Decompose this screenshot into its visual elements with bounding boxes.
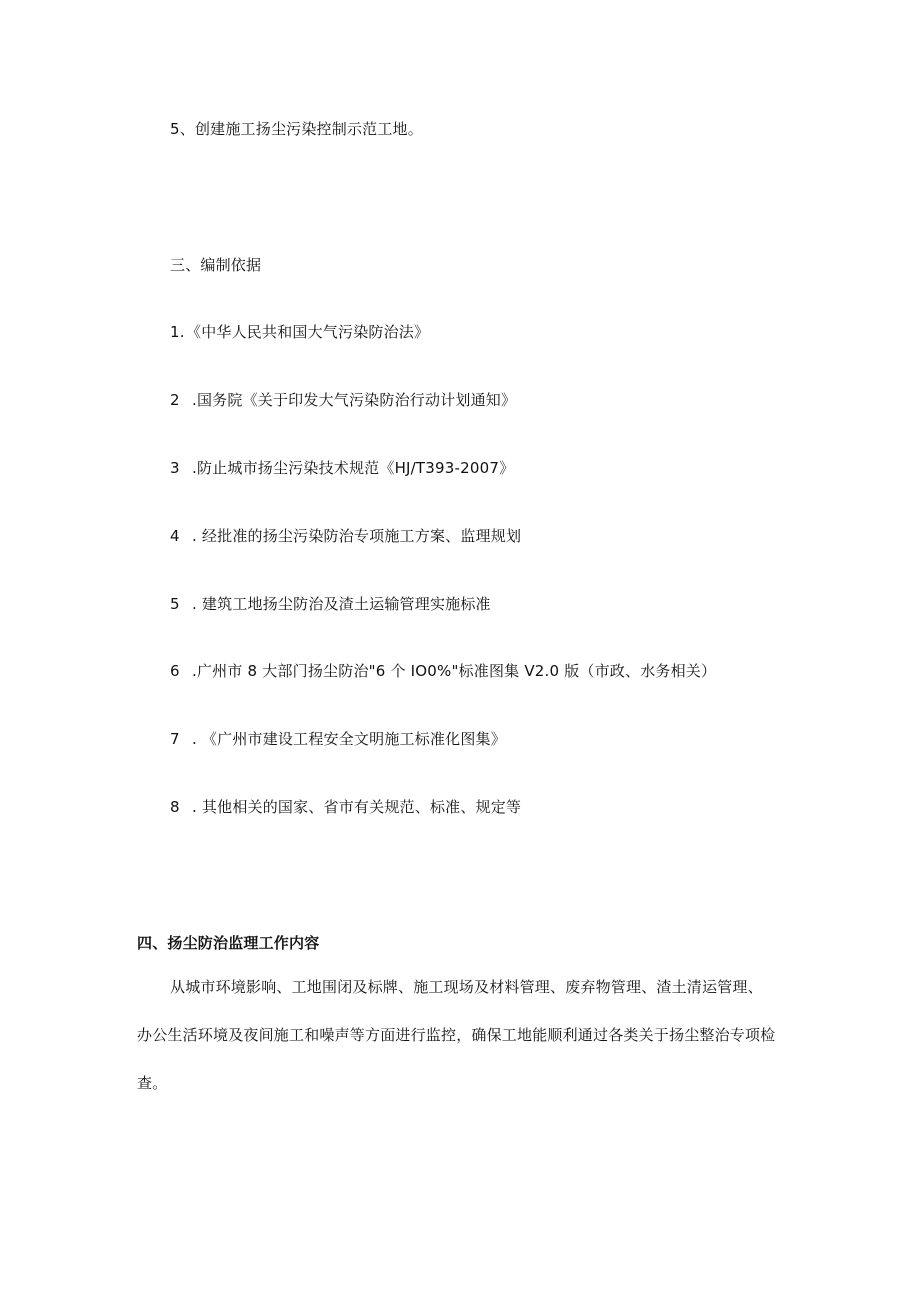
- basis-item-text: .国务院《关于印发大气污染防治行动计划通知》: [192, 391, 517, 409]
- basis-item-text: 《中华人民共和国大气污染防治法》: [186, 323, 430, 341]
- basis-item-text: . 建筑工地扬尘防治及渣土运输管理实施标准: [192, 595, 491, 613]
- basis-item-number: 2: [170, 391, 180, 409]
- basis-item-number: 6: [170, 662, 180, 680]
- basis-item-text: . 经批准的扬尘污染防治专项施工方案、监理规划: [192, 527, 522, 545]
- basis-item-text: . 《广州市建设工程安全文明施工标准化图集》: [192, 730, 506, 748]
- basis-item-text: .广州市 8 大部门扬尘防治"6 个 IO0%"标准图集 V2.0 版（市政、水务相关）: [192, 662, 717, 680]
- section-4-paragraph-line-3: 查。: [137, 1074, 168, 1092]
- basis-item-5: [170, 594, 491, 614]
- goal-item-5: 5、创建施工扬尘污染控制示范工地。: [170, 120, 423, 138]
- basis-item-number: 5: [170, 595, 180, 613]
- basis-item-number: 7: [170, 730, 180, 748]
- basis-item-text: .防止城市扬尘污染技术规范《HJ/T393-2007》: [192, 459, 515, 477]
- section-4-heading: 四、扬尘防治监理工作内容: [137, 934, 320, 952]
- section-4-paragraph-line-1: 从城市环境影响、工地围闭及标牌、施工现场及材料管理、废弃物管理、渣土清运管理、: [170, 978, 763, 996]
- basis-item-3: [170, 458, 514, 478]
- basis-item-number: 1.: [170, 323, 185, 341]
- basis-item-7: [170, 729, 506, 749]
- basis-item-1: [170, 322, 429, 342]
- basis-item-6: [170, 661, 716, 681]
- basis-item-8: [170, 797, 521, 817]
- basis-item-2: [170, 390, 516, 410]
- basis-item-number: 3: [170, 459, 180, 477]
- section-3-heading: 三、编制依据: [170, 256, 262, 274]
- section-4-paragraph-line-2: 办公生活环境及夜间施工和噪声等方面进行监控，确保工地能顺利通过各类关于扬尘整治专项检: [137, 1026, 776, 1044]
- basis-item-text: . 其他相关的国家、省市有关规范、标准、规定等: [192, 798, 522, 816]
- basis-item-number: 8: [170, 798, 180, 816]
- basis-item-number: 4: [170, 527, 180, 545]
- basis-item-4: [170, 526, 521, 546]
